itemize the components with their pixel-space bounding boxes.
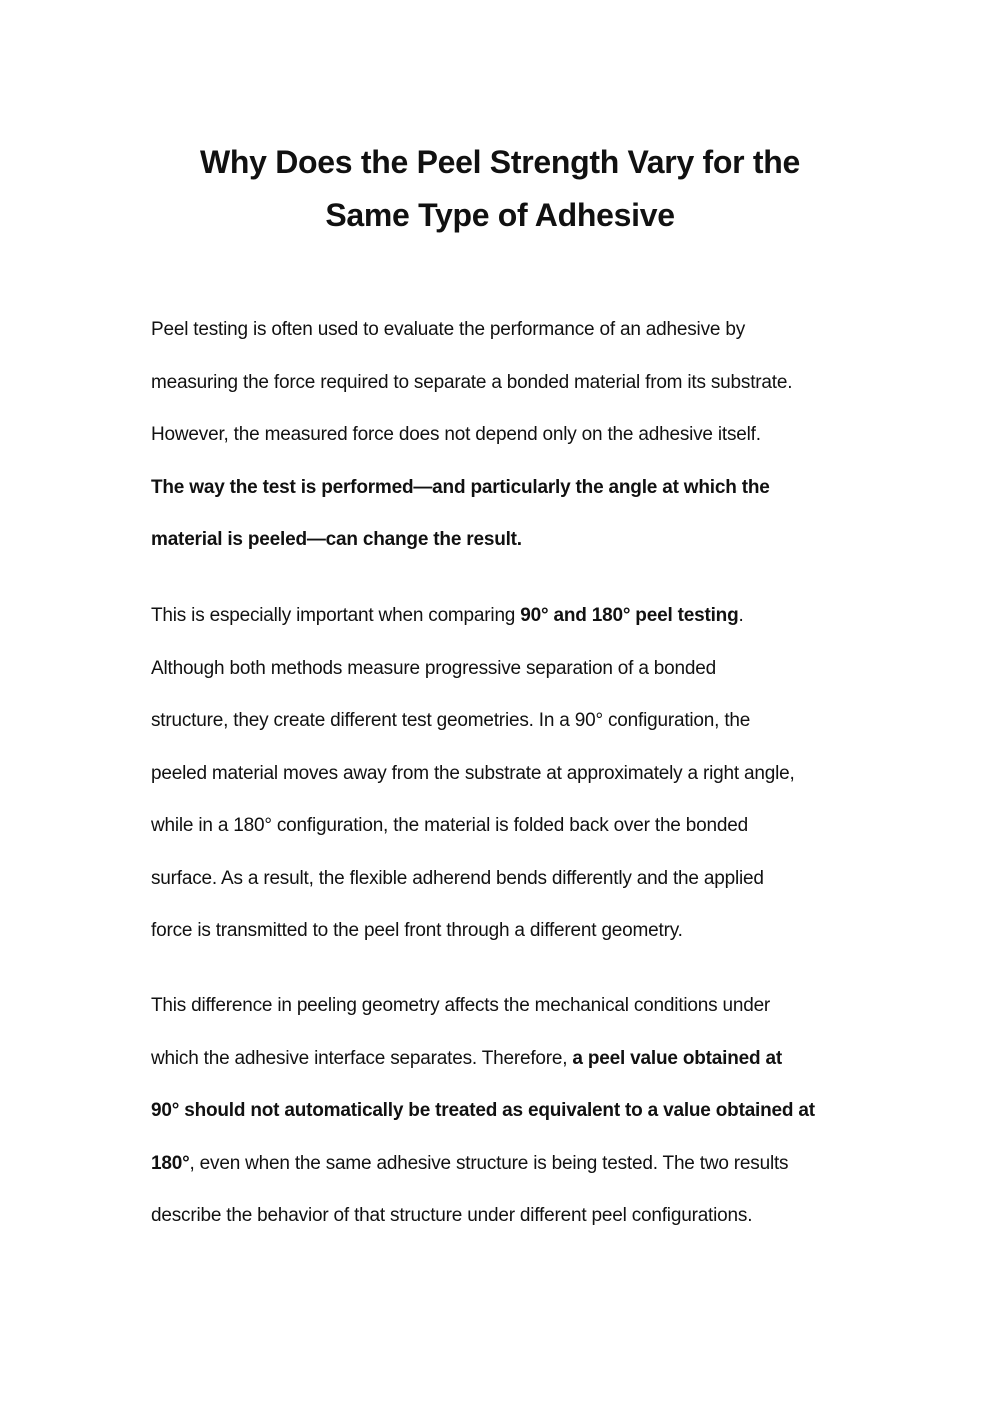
text-line <box>151 1098 871 1151</box>
text-line <box>151 708 871 761</box>
text-line <box>151 1046 871 1099</box>
text-run: This difference in peeling geometry affects the mechanical conditions under <box>151 995 771 1016</box>
text-line <box>151 370 871 423</box>
text-run: measuring the force required to separate a bonded material from its substrate. <box>151 371 793 393</box>
text-line <box>151 866 871 919</box>
text-run: However, the measured force does not depend only on the adhesive itself. <box>151 424 761 445</box>
paragraph-3 <box>151 993 871 1256</box>
text-line <box>151 603 871 656</box>
text-line <box>151 918 871 971</box>
bold-text-run: The way the test is performed—and particularly the angle at which the <box>151 476 770 498</box>
document-title <box>120 144 880 255</box>
text-line <box>151 813 871 866</box>
title-line: Same Type of Adhesive <box>325 196 675 233</box>
text-line <box>151 993 871 1046</box>
paragraph-1 <box>151 317 871 580</box>
text-run: force is transmitted to the peel front through a different geometry. <box>151 920 683 941</box>
text-run: This is especially important when comparing <box>151 605 521 626</box>
bold-text-run: 90° and 180° peel testing <box>520 605 739 626</box>
text-run: which the adhesive interface separates. Therefore, <box>151 1047 573 1069</box>
bold-text-run: 90° should not automatically be treated as equivalent to a value obtained at <box>151 1100 815 1121</box>
text-run: surface. As a result, the flexible adherend bends differently and the applied <box>151 867 764 889</box>
bold-text-run: a peel value obtained at <box>572 1047 782 1069</box>
title-line: Why Does the Peel Strength Vary for the <box>200 144 800 180</box>
text-line <box>151 761 871 814</box>
bold-text-run: material is peeled—can change the result. <box>151 529 522 550</box>
text-line <box>151 317 871 370</box>
text-run: describe the behavior of that structure under different peel configurations. <box>151 1205 753 1226</box>
text-run: . <box>738 605 744 626</box>
text-run: Peel testing is often used to evaluate the performance of an adhesive by <box>151 319 745 340</box>
text-line <box>151 656 871 709</box>
text-run: while in a 180° configuration, the material is folded back over the bonded <box>151 815 748 836</box>
text-run: structure, they create different test geometries. In a 90° configuration, the <box>151 710 751 731</box>
text-run: peeled material moves away from the substrate at approximately a right angle, <box>151 762 795 784</box>
text-line <box>151 527 871 580</box>
text-line <box>151 1151 871 1204</box>
text-run: , even when the same adhesive structure is being tested. The two results <box>189 1152 789 1174</box>
paragraph-2 <box>151 603 871 971</box>
bold-text-run: 180° <box>151 1152 190 1174</box>
text-line <box>151 475 871 528</box>
text-line <box>151 1203 871 1256</box>
text-run: Although both methods measure progressive separation of a bonded <box>151 657 716 679</box>
text-line <box>151 422 871 475</box>
